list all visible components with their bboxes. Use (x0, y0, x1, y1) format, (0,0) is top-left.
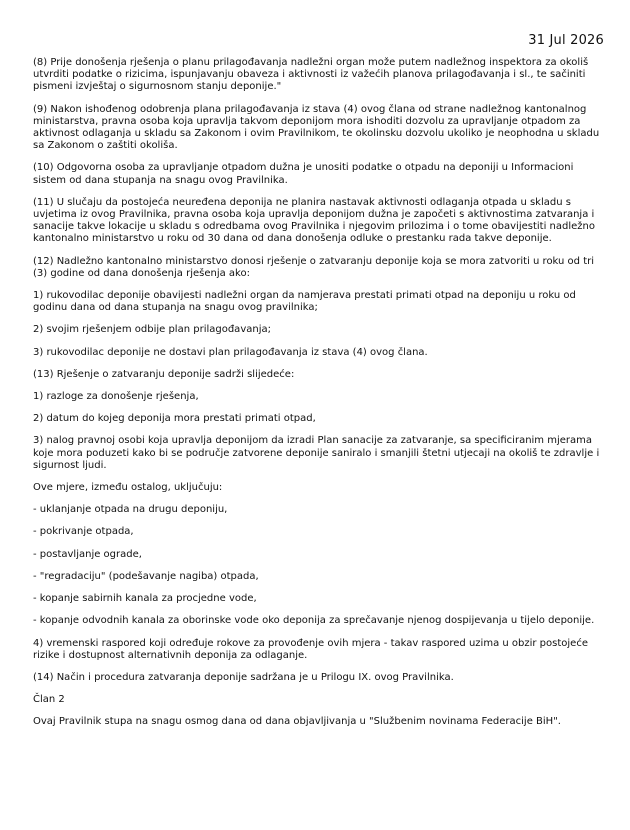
measure-item: - kopanje odvodnih kanala za oborinske vode oko deponija za sprečavanje njenog dospijevanja u tijelo deponije. (33, 615, 595, 627)
paragraph-10: (10) Odgovorna osoba za upravljanje otpadom dužna je unositi podatke o otpadu na deponiji u Informacioni sistem od dana stupanja na snagu ovog Pravilnika. (33, 162, 574, 186)
measure-item: - kopanje sabirnih kanala za procjedne vode, (33, 593, 257, 605)
paragraph-13-item-4: 4) vremenski raspored koji određuje rokove za provođenje ovih mjera - takav raspored uzima u obzir postojeće rizike i dostupnost alternativnih deponija za odlaganje. (33, 637, 588, 661)
measure-item: - postavljanje ograde, (33, 548, 142, 560)
paragraph-8: (8) Prije donošenja rješenja o planu prilagođavanja nadležni organ može putem nadležnog inspektora za okoliš utvrditi podatke o rizicima, ispunjavanju obaveza i aktivnosti iz važećih planova prilagođavanja i sl., te sačiniti pismeni izvještaj o sigurnosnom stanju deponije." (33, 57, 589, 93)
paragraph-11: (11) U slučaju da postojeća neuređena deponija ne planira nastavak aktivnosti odlaganja otpada u skladu s uvjetima iz ovog Pravilnika, pravna osoba koja upravlja deponijom dužna je započeti s aktivnostima zatvaranja i sanacije takve lokacije u skladu s odredbama ovog Pravilnika i njegovim prilozima i o tome obavijestiti nadležno kantonalno ministarstvo u roku od 30 dana od dana donošenja odluke o prestanku rada takve deponije. (33, 196, 595, 245)
paragraph-12-item-1: 1) rukovodilac deponije obavijesti nadležni organ da namjerava prestati primati otpad na deponiju u roku od godinu dana od dana stupanja na snagu ovog pravilnika; (33, 290, 576, 314)
document-date: 31 Jul 2026 (528, 33, 604, 48)
measure-item: - pokrivanje otpada, (33, 526, 134, 538)
article-heading: Član 2 (33, 694, 65, 706)
document-body (33, 57, 601, 739)
paragraph-13-item-3: 3) nalog pravnoj osobi koja upravlja deponijom da izradi Plan sanacije za zatvaranje, sa specificiranim mjerama koje mora poduzeti kako bi se područje zatvorene deponije saniralo i smanjili štetni utjecaji na okoliš te zdravlje i sigurnost ljudi. (33, 435, 600, 471)
paragraph-12-item-3: 3) rukovodilac deponije ne dostavi plan prilagođavanja iz stava (4) ovog člana. (33, 346, 428, 358)
paragraph-9: (9) Nakon ishođenog odobrenja plana prilagođavanja iz stava (4) ovog člana od strane nadležnog kantonalnog ministarstva, pravna osoba koja upravlja takvom deponijom mora ishoditi dozvolu za upravljanje otpadom za aktivnost odlaganja u skladu sa Zakonom i ovim Pravilnikom, te okolinsku dozvolu ukoliko je neophodna u skladu sa Zakonom o zaštiti okoliša. (33, 103, 600, 152)
paragraph-13-item-1: 1) razloge za donošenje rješenja, (33, 391, 199, 403)
measure-item: - "regradaciju" (podešavanje nagiba) otpada, (33, 570, 259, 582)
paragraph-12: (12) Nadležno kantonalno ministarstvo donosi rješenje o zatvaranju deponije koja se mora zatvoriti u roku od tri (3) godine od dana donošenja rješenja ako: (33, 255, 595, 279)
paragraph-13: (13) Rješenje o zatvaranju deponije sadrži slijedeće: (33, 368, 295, 380)
paragraph-12-item-2: 2) svojim rješenjem odbije plan prilagođavanja; (33, 324, 271, 336)
closing-paragraph: Ovaj Pravilnik stupa na snagu osmog dana od dana objavljivanja u "Službenim novinama Federacije BiH". (33, 716, 561, 728)
measures-intro: Ove mjere, između ostalog, uključuju: (33, 482, 223, 494)
measure-item: - uklanjanje otpada na drugu deponiju, (33, 504, 228, 516)
paragraph-13-item-2: 2) datum do kojeg deponija mora prestati primati otpad, (33, 413, 316, 425)
paragraph-14: (14) Način i procedura zatvaranja deponije sadržana je u Prilogu IX. ovog Pravilnika. (33, 671, 454, 683)
